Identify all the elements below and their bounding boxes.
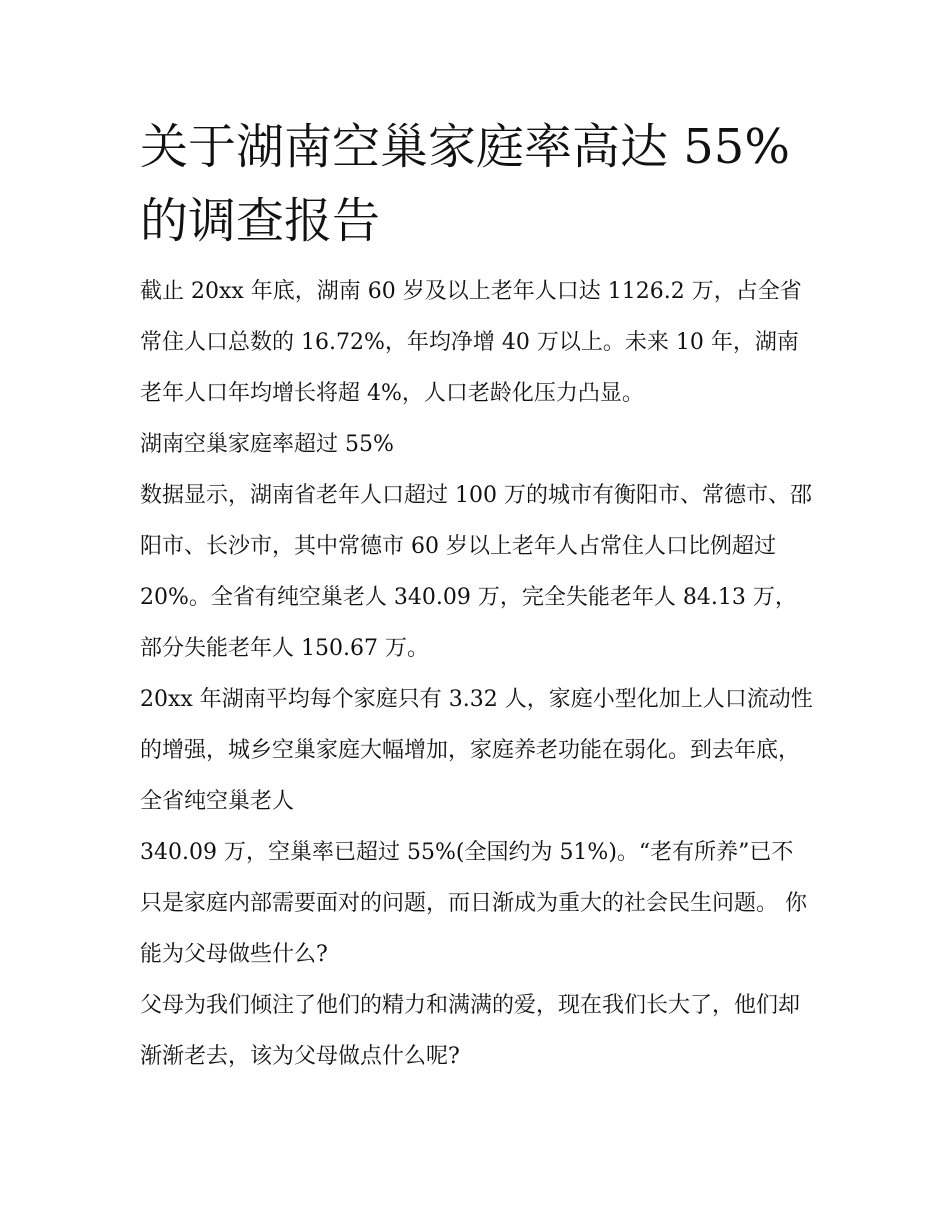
- document-page: [140, 110, 815, 1082]
- paragraph-data: 数据显示，湖南省老年人口超过 100 万的城市有衡阳市、常德市、邵阳市、长沙市，其中常德市 60 岁以上老年人占常住人口比例超过 20%。全省有纯空巢老人 340.09 万，完全失能老年人 84.13 万，部分失能老年人 150.67 万。: [140, 483, 812, 661]
- section-heading: 湖南空巢家庭率超过 55%: [140, 432, 394, 457]
- paragraph-empty-nest-rate: 340.09 万，空巢率已超过 55%(全国约为 51%)。“老有所养”已不只是家庭内部需要面对的问题，而日渐成为重大的社会民生问题。 你能为父母做些什么?: [140, 840, 807, 967]
- paragraph-family: 20xx 年湖南平均每个家庭只有 3.32 人，家庭小型化加上人口流动性的增强，城乡空巢家庭大幅增加，家庭养老功能在弱化。到去年底，全省纯空巢老人: [140, 687, 813, 814]
- paragraph-parents: 父母为我们倾注了他们的精力和满满的爱，现在我们长大了，他们却渐渐老去，该为父母做点什么呢?: [140, 993, 801, 1069]
- paragraph-intro: 截止 20xx 年底，湖南 60 岁及以上老年人口达 1126.2 万，占全省常住人口总数的 16.72%，年均净增 40 万以上。未来 10 年，湖南老年人口年均增长将超 4%，人口老龄化压力凸显。: [140, 279, 802, 406]
- document-title: 关于湖南空巢家庭率高达 55%的调查报告: [140, 119, 790, 249]
